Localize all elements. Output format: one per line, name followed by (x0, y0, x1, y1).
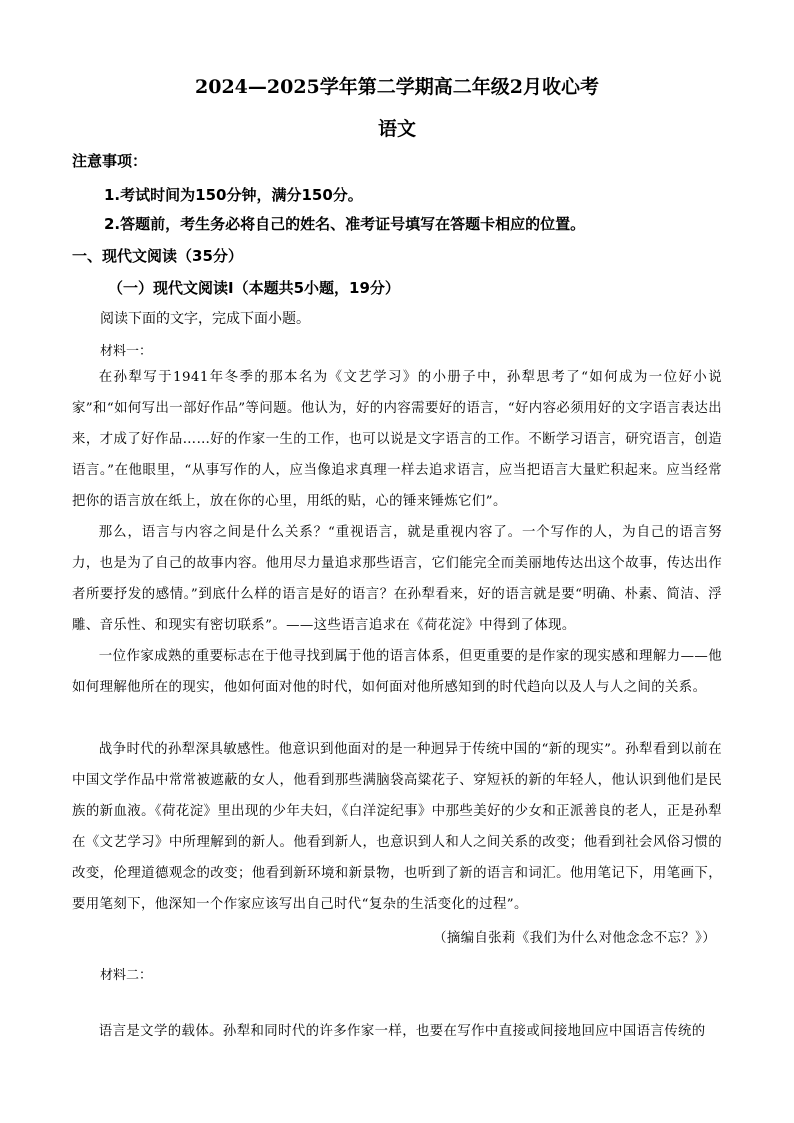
notice-item: 1.考试时间为150分钟，满分150分。 (104, 186, 363, 204)
material-two-paragraph: 语言是文学的载体。孙犁和同时代的许多作家一样，也要在写作中直接或间接地回应中国语言传统的 (98, 1024, 706, 1039)
notice-item: 2.答题前，考生务必将自己的姓名、准考证号填写在答题卡相应的位置。 (104, 215, 586, 233)
subject-title: 语文 (377, 118, 416, 140)
reading-instruction: 阅读下面的文字，完成下面小题。 (100, 311, 310, 327)
material-one-source: （摘编自张莉《我们为什么对他念念不忘？》） (433, 931, 716, 946)
sub-section-heading: （一）现代文阅读Ⅰ（本题共5小题，19分） (108, 279, 400, 297)
material-one-paragraph: 在孙犁写于1941年冬季的那本名为《文艺学习》的小册子中，孙犁思考了“如何成为一位好小说家”和“如何写出一部好作品”等问题。他认为，好的内容需要好的语言，“好内容必须用好的文字语言表达出来，才成了好作品……好的作家一生的工作，也可以说是文字语言的工作。不断学习语言，研究语言，创造语言。”在他眼里，“从事写作的人，应当像追求真理一样去追求语言，应当把语言大量贮积起来。应当经常把你的语言放在纸上，放在你的心里，用纸的贴，心的锤来锤炼它们”。 (72, 370, 722, 509)
material-one-paragraph: 战争时代的孙犁深具敏感性。他意识到他面对的是一种迥异于传统中国的“新的现实”。孙犁看到以前在中国文学作品中常常被遮蔽的女人，他看到那些满脑袋高粱花子、穿短袄的新的年轻人，他认识到他们是民族的新血液。《荷花淀》里出现的少年夫妇，《白洋淀纪事》中那些美好的少女和正派善良的老人，正是孙犁在《文艺学习》中所理解到的新人。他看到新人，也意识到人和人之间关系的改变；他看到社会风俗习惯的改变，伦理道德观念的改变；他看到新环境和新景物，也听到了新的语言和词汇。他用笔记下，用笔画下，要用笔刻下，他深知一个作家应该写出自己时代“复杂的生活变化的过程”。 (72, 742, 722, 912)
exam-title: 2024—2025学年第二学期高二年级2月收心考 (195, 76, 599, 98)
notice-heading: 注意事项： (72, 152, 148, 170)
material-one-label: 材料一： (100, 344, 153, 359)
section-heading: 一、现代文阅读（35分） (72, 247, 243, 265)
material-one-paragraph: 那么，语言与内容之间是什么关系？“重视语言，就是重视内容了。一个写作的人，为自己的语言努力，也是为了自己的故事内容。他用尽力量追求那些语言，它们能完全而美丽地传达出这个故事，传达出作者所要抒发的感情。”到底什么样的语言是好的语言？在孙犁看来，好的语言就是要“明确、朴素、简洁、浮雕、音乐性、和现实有密切联系”。——这些语言追求在《荷花淀》中得到了体现。 (72, 525, 722, 633)
material-one-paragraph: 一位作家成熟的重要标志在于他寻找到属于他的语言体系，但更重要的是作家的现实感和理解力——他如何理解他所在的现实，他如何面对他的时代，如何面对他所感知到的时代趋向以及人与人之间的关系。 (72, 649, 722, 695)
material-two-label: 材料二： (100, 968, 153, 983)
